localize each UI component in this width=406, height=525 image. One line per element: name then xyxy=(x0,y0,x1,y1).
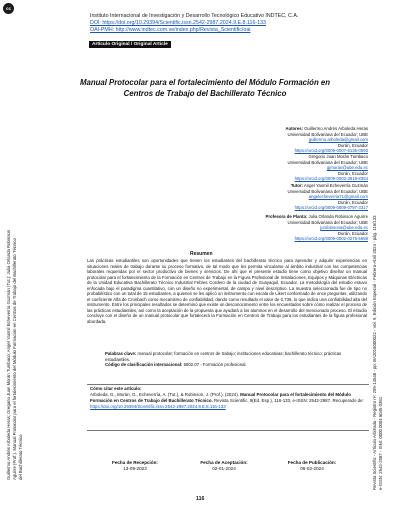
author-orcid-link[interactable]: https://orcid.org/0009-0009-0797-3317 xyxy=(294,205,368,211)
author-email-link[interactable]: angelecheverria71@gmail.com xyxy=(308,194,368,200)
keywords-text: manual protocolar; formación en centros de trabajo; instituciones educativas; bachillerato técnico; prácticas estudiantiles. xyxy=(105,351,342,362)
citation-title: Manual Protocolar para el fortalecimiento del Módulo Formación en Centros de Trabajo del Bachillerato Técnico. xyxy=(90,392,351,403)
author-orcid-link[interactable]: https://orcid.org/0009-0003-3819-8354 xyxy=(294,176,368,182)
citation-label: Cómo citar este artículo: xyxy=(90,386,142,391)
abstract-heading: Resumen xyxy=(190,251,213,257)
doi-link[interactable]: DOI: https://doi.org/10.29394/Scientific.issn.2542-2987.2024.9.E.8.116-133 xyxy=(90,20,266,26)
vertical-left-margin xyxy=(6,0,56,480)
author-university: Universidad Bolivariana del Ecuador; UBE xyxy=(287,219,368,225)
author-role: Profesora de Planta: xyxy=(265,214,308,219)
classification-text: 5802.07 - Formación profesional. xyxy=(183,362,247,368)
abstract-text: Las prácticas estudiantiles son oportunidades que tienen los estudiantes del bachillerato técnico para aprender y adquirir experiencias en situaciones reales de trabajo durante su proceso formativo, de tal modo que les permita vincularse al ámbito industrial con las competencias laborales requeridas por el sector productivo de bienes y servicios. De ahí que el presente estudio tiene como objetivo diseñar un manual protocolar para el fortalecimiento de la Formación en Centros de Trabajo en la Figura Profesional de Instalaciones, Equipos y Máquinas Eléctricas de la Unidad Educativa Bachillerato Técnico Industrial Febres Cordero de la ciudad de Guayaquil, Ecuador. La metodología del estudio estuvo enfocada bajo el paradigma cuantitativo, con un diseño no experimental, de campo y nivel descriptivo. La muestra seleccionada fue de tipo no probabilístico con un total de 15 estudiantes, a quienes se les aplicó un instrumento con escala de Likert conformado de once preguntas, utilizando el coeficiente Alfa de Cronbach como mecanismo de confiabilidad, dando como resultado el valor de 0,736, lo que indica una confiabilidad alta del instrumento. Entre los principales resultados se determinó que existe un desconocimiento entre los encuestados sobre cómo realizar el proceso de las prácticas estudiantiles, así como la aceptación de la propuesta que ayudará a los alumnos en el desarrollo del mencionado proceso. El estudio concluye con el diseño de un manual protocolar que fortalecerá la Formación en Centros de Trabajo para los estudiantes de la figura profesional abordada. xyxy=(87,258,367,325)
author-name: Angel Yasmil Echeverría Guzmán xyxy=(303,183,368,188)
vertical-right-margin xyxy=(372,40,406,490)
author-city: Durán, Ecuador xyxy=(337,142,368,148)
date-accepted xyxy=(184,460,264,472)
keywords-label: Palabras clave: xyxy=(105,351,137,356)
author-name: Guillermo Andrés Arboleda Heras xyxy=(304,126,368,131)
date-value: 13-09-2023 xyxy=(123,466,147,471)
author-role: Autores: xyxy=(285,126,304,131)
author-university: Universidad Bolivariana del Ecuador; UBE xyxy=(287,131,368,137)
left-margin-line: Guillermo Andrés Arboleda Heras; Gregorio Juan Morán Tumbaco; Angel Yasmil Echeverría Guzmán (Tut.); Julia Orlanda Robinson xyxy=(6,229,11,480)
author-university: Universidad Bolivariana del Ecuador; UBE xyxy=(287,188,368,194)
citation-link[interactable]: https://doi.org/10.29394/Scientific.issn.2542-2987.2024.9.E.8.116-133 xyxy=(90,404,226,409)
author-email-link[interactable]: guillermo.arboleda@gmail.com xyxy=(308,137,368,143)
paper-title: Manual Protocolar para el fortalecimiento del Módulo Formación en Centros de Trabajo del Bachillerato Técnico xyxy=(80,78,330,98)
date-received xyxy=(95,460,175,472)
author-block-4 xyxy=(230,214,368,242)
date-value: 02-01-2024 xyxy=(212,466,236,471)
classification-label: Código de clasificación internacional: xyxy=(105,362,183,368)
date-label: Fecha de Aceptación: xyxy=(200,460,248,465)
author-block-1 xyxy=(250,126,368,154)
author-email-link[interactable]: jurobinsona@ube.edu.ec xyxy=(320,225,368,231)
left-margin-line: Aguirre (Prof.). Manual Protocolar para el fortalecimiento del Módulo Formación en Centros de Trabajo del Bachillerato Técnico xyxy=(12,238,17,480)
page-number: 116 xyxy=(196,496,205,502)
author-orcid-link[interactable]: https://orcid.org/0009-0002-0275-5688 xyxy=(294,236,368,242)
right-margin-line: e-ISSN: 2542-2987 - ISNI: 0000 0004 6045 0361 xyxy=(377,396,383,490)
author-university: Universidad Bolivariana del Ecuador; UBE xyxy=(287,159,368,165)
author-block-3 xyxy=(250,183,368,211)
date-value: 06-02-2024 xyxy=(300,466,324,471)
date-label: Fecha de Recepción: xyxy=(112,460,158,465)
author-email-link[interactable]: gjmoran@ube.edu.ec xyxy=(326,165,368,171)
creative-commons-icon: cc xyxy=(3,3,14,14)
author-role: Tutor: xyxy=(290,183,303,188)
author-city: Durán, Ecuador xyxy=(337,199,368,205)
keywords-section xyxy=(87,351,367,368)
date-label: Fecha de Publicación: xyxy=(287,460,337,465)
oai-link[interactable]: OAI-PMH: http://www.indtec.com.ve/index.php/Revista_Scientific/oai xyxy=(90,27,251,33)
left-margin-line: del Bachillerato Técnico xyxy=(18,434,23,480)
citation-content xyxy=(90,386,368,410)
author-city: Durán, Ecuador xyxy=(337,170,368,176)
author-name: Gregorio Juan Morán Tumbaco xyxy=(308,154,368,159)
institute-line: Instituto Internacional de Investigación y Desarrollo Tecnológico Educativo INDTEC, C.A. xyxy=(90,13,299,19)
date-published xyxy=(272,460,352,472)
citation-journal: Revista Scientific, 9(Ed. Esp.), 116-133, e-ISSN: 2542-2987. Recuperado de: xyxy=(213,398,364,403)
section-badge: Artículo Original / Original Article xyxy=(89,41,171,48)
author-orcid-link[interactable]: https://orcid.org/0009-0007-6136-0593 xyxy=(294,148,368,154)
author-block-2 xyxy=(250,154,368,182)
author-name: Julia Orlanda Robinson Aguirre xyxy=(308,214,368,219)
citation-authors: Arboleda, G., Morán, G., Echeverría, A. (Tut.), & Robinson, J. (Prof.). (2024). xyxy=(90,392,239,397)
right-margin-line: Revista Scientific - Artículo Arbitrado - Registro nº: 295-14548 - pp. BA2016000022 - Vol. 9, Edición Especial - Febrero-Abril 2024 - pág. 116/133 xyxy=(372,215,377,490)
author-city: Durán, Ecuador xyxy=(337,230,368,236)
